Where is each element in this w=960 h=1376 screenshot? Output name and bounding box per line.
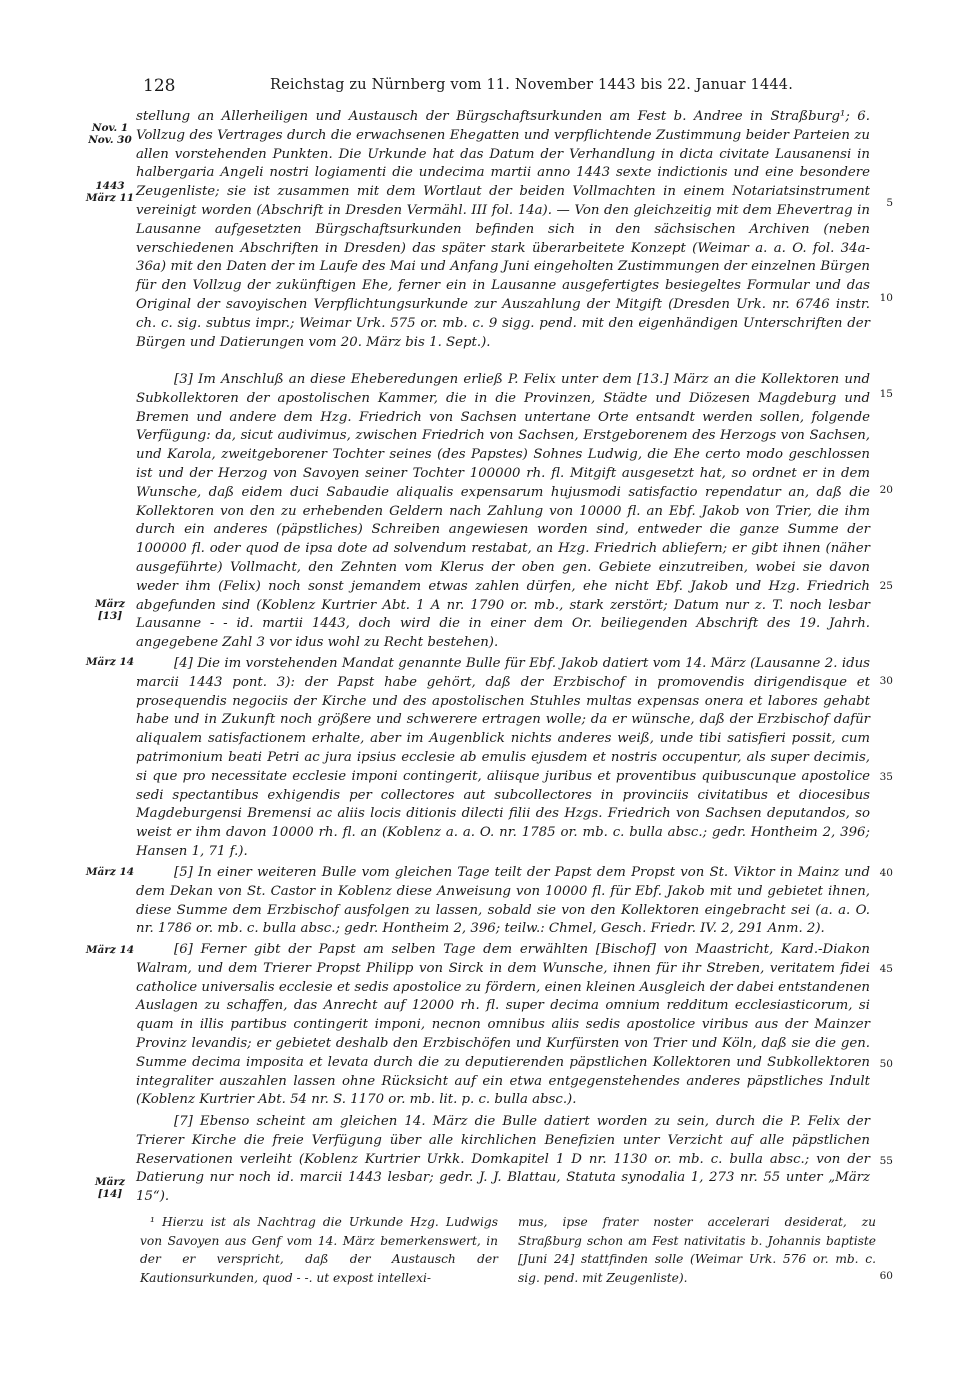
- line-number: 35: [879, 771, 893, 783]
- footnote-left-column: ¹ Hierzu ist als Nachtrag die Urkunde Hzg. Ludwigs von Savoyen aus Genf vom 14. März bemerkenswert, in der er verspricht, daß der Austausch der Kautionsurkunden, quod - -. ut expost intellexi-: [140, 1215, 498, 1285]
- line-number: 60: [879, 1270, 893, 1282]
- paragraph: [5] In einer weiteren Bulle vom gleichen Tage teilt der Papst dem Propst von St. Viktor in Mainz und dem Dekan von St. Castor in Koblenz diese Anweisung von 10000 fl. für Ebf. Jakob mit und gebietet ihnen, diese Summe dem Erzbischof ausfolgen zu lassen, sobald sie von den Kollektoren eingebracht sei (a. a. O. nr. 1786 or. mb. c. bulla absc.; gedr. Hontheim 2, 396; teilw.: Chmel, Gesch. Friedr. IV. 2, 291 Anm. 2).: [136, 865, 870, 937]
- line-number: 15: [879, 388, 893, 400]
- line-number: 20: [879, 484, 893, 496]
- paragraph: [4] Die im vorstehenden Mandat genannte Bulle für Ebf. Jakob datiert vom 14. März (Lausanne 2. idus marcii 1443 pont. 3): der Papst habe gehört, daß der Erzbischof in promovendis dirigendisque et prosequendis negociis der Kirche und des apostolischen Stuhles multas expensas onera et labores gehabt habe und in Zukunft noch größere und schwerere ertragen wolle; da er wünsche, daß der Erzbischof dafür aliqualem satisfactionem erhalte, aber im Augenblick nichts anderes weiß, unde tibi satisfieri possit, cum patrimonium beati Petri ac jura ipsius ecclesie ab emulis ejusdem et nostris occupentur, als super decimis, si que pro necessitate ecclesie imponi contingerit, aliisque juribus et proventibus quibuscunque apostolice sedi spectantibus exhigendis per collectores aut subcollectores in provinciis civitatibus et diocesibus Magdeburgensi Bremensi ac aliis locis ditionis dilecti filii des Hzgs. Friedrich von Sachsen deputandos, so weist er ihm davon 10000 rh. fl. an (Koblenz a. a. O. nr. 1785 or. mb. c. bulla absc.; gedr. Hontheim 2, 396; Hansen 1, 71 f.).: [136, 656, 870, 859]
- paragraph: [3] Im Anschluß an diese Eheberedungen erließ P. Felix unter dem [13.] März an die Kollektoren und Subkollektoren der apostolischen Kammer, die in die Provinzen, Städte und Diözesen Magdeburg und Bremen und andere dem Hzg. Friedrich von Sachsen untertane Orte entsandt werden sollen, folgende Verfügung: da, sicut audivimus, zwischen Friedrich von Sachsen, Erstgeborenem des Herzogs von Sachsen, und Karola, zweitgeborener Tochter seines (des Papstes) Sohnes Ludwig, die Ehe certo modo geschlossen ist und der Herzog von Savoyen seiner Tochter 100000 rh. fl. Mitgift ausgesetzt hat, so ordnet er in dem Wunsche, daß eidem duci Sabaudie aliqualis expensarum hujusmodi satisfactio rependatur an, daß die Kollektoren von den zu erhebenden Geldern nach Zahlung von 10000 fl. an Ebf. Jakob von Trier, die ihm durch ein anderes (päpstliches) Schreiben angewiesen worden sind, entweder die ganze Summe der 100000 fl. oder quod de ipsa dote ad solvendum restabat, an Hzg. Friedrich abliefern; er gibt ihnen (näher ausgeführte) Vollmacht, den Zehnten vom Klerus der oben gen. Gebiete einzutreiben, wobei sie davon weder ihm (Felix) noch sonst jemandem etwas zahlen dürfen, ehe nicht Ebf. Jakob und Hzg. Friedrich abgefunden sind (Koblenz Kurtrier Abt. 1 A nr. 1790 or. mb., stark zerstört; Datum nur z. T. noch lesbar Lausanne - - id. martii 1443, doch wird die in einer dem Or. beiliegenden Abschrift des 19. Jahrh. angegebene Zahl 3 vor idus wohl zu Recht bestehen).: [136, 372, 870, 651]
- margin-date-note: März 14: [85, 656, 135, 668]
- margin-date-note: März 14: [85, 866, 135, 878]
- line-number: 45: [879, 963, 893, 975]
- line-number: 40: [879, 867, 893, 879]
- margin-date-note: März [14]: [95, 1176, 125, 1200]
- paragraph: [7] Ebenso scheint am gleichen 14. März die Bulle datiert worden zu sein, durch die P. Felix der Trierer Kirche die freie Verfügung über alle kirchlichen Benefizien unter Verzicht auf alle päpstlichen Reservationen verleiht (Koblenz Kurtrier Urkk. Domkapitel 1 D nr. 1130 or. mb. c. bulla absc.; von der Datierung nur noch id. marcii 1443 lesbar; gedr. J. J. Blattau, Statuta synodalia 1, 273 nr. 55 unter „März 15“).: [136, 1114, 870, 1205]
- line-number: 25: [879, 580, 893, 592]
- paragraph: [6] Ferner gibt der Papst am selben Tage dem erwählten [Bischof] von Maastricht, Kard.-Diakon Walram, und dem Trierer Propst Philipp von Sirck in dem Wunsche, ihnen für ihr Streben, veritatem fidei catholice universalis ecclesie et sedis apostolice zu fördern, einen kleinen Ausgleich der dabei entstandenen Auslagen zu schaffen, das Anrecht auf 12000 rh. fl. super decima omnium redditum ecclesiasticorum, si quam in illis partibus contingerit imponi, necnon omnibus aliis sedis apostolice viribus aus der Mainzer Provinz levandis; er gebietet deshalb den Erzbischöfen und Kurfürsten von Trier und Köln, daß sie die gen. Summe decima imposita et levata durch die zu deputierenden päpstlichen Kollektoren und Subkollektoren integraliter auszahlen lassen ohne Rücksicht auf ein etwa entgegenstehendes anderes päpstliches Indult (Koblenz Kurtrier Abt. 54 nr. S. 1170 or. mb. lit. p. c. bulla absc.).: [136, 942, 870, 1108]
- footnote-right-column: mus, ipse frater noster accelerari desiderat, zu Straßburg schon am Fest nativitatis b. Johannis baptiste [Juni 24] stattfinden solle (Weimar Urk. 576 or. mb. c. sig. pend. mit Zeugenliste).: [518, 1215, 876, 1285]
- page-number: 128: [143, 76, 176, 96]
- running-head: Reichstag zu Nürnberg vom 11. November 1443 bis 22. Januar 1444.: [270, 77, 794, 93]
- margin-date-note: Nov. 1 Nov. 30: [88, 122, 132, 146]
- line-number: 10: [879, 292, 893, 304]
- paragraph: stellung an Allerheiligen und Austausch der Bürgschaftsurkunden am Fest b. Andree in Straßburg¹; 6. Vollzug des Vertrages durch die erwachsenen Ehegatten und verpflichtende Zustimmung beider Parteien zu allen vorstehenden Punkten. Die Urkunde hat das Datum der Verhandlung in dicta civitate Lausanensi in halbergaria Angeli nostri logiamenti die undecima martii anno 1443 sexte indictionis und eine besondere Zeugenliste; sie ist zusammen mit dem Wortlaut der beiden Vollmachten in einem Notariatsinstrument vereinigt worden (Abschrift in Dresden Vermähl. III fol. 14a). — Von den gleichzeitig mit dem Ehevertrag in Lausanne aufgesetzten Bürgschaftsurkunden befinden sich in den sächsischen Archiven (neben verschiedenen Abschriften in Dresden) das später stark überarbeitete Konzept (Weimar a. a. O. fol. 34a-36a) mit den Daten der im Laufe des Mai und Anfang Juni eingeholten Zustimmungen der einzelnen Bürgen für den Vollzug der zukünftigen Ehe, ferner ein in Lausanne ausgefertigtes besiegeltes Formular und das Original der savoyischen Verpflichtungsurkunde zur Auszahlung der Mitgift (Dresden Urk. nr. 6746 instr. ch. c. sig. subtus impr.; Weimar Urk. 575 or. mb. c. 9 sigg. pend. mit den eigenhändigen Unterschriften der Bürgen und Datierungen vom 20. März bis 1. Sept.).: [136, 109, 870, 350]
- line-number: 5: [886, 197, 893, 209]
- page-header: [143, 76, 794, 100]
- line-number: 55: [879, 1155, 893, 1167]
- margin-date-note: 1443 März 11: [85, 180, 135, 204]
- margin-date-note: März 14: [85, 944, 135, 956]
- margin-date-note: März [13]: [95, 598, 125, 622]
- line-number: 30: [879, 675, 893, 687]
- line-number: 50: [879, 1058, 893, 1070]
